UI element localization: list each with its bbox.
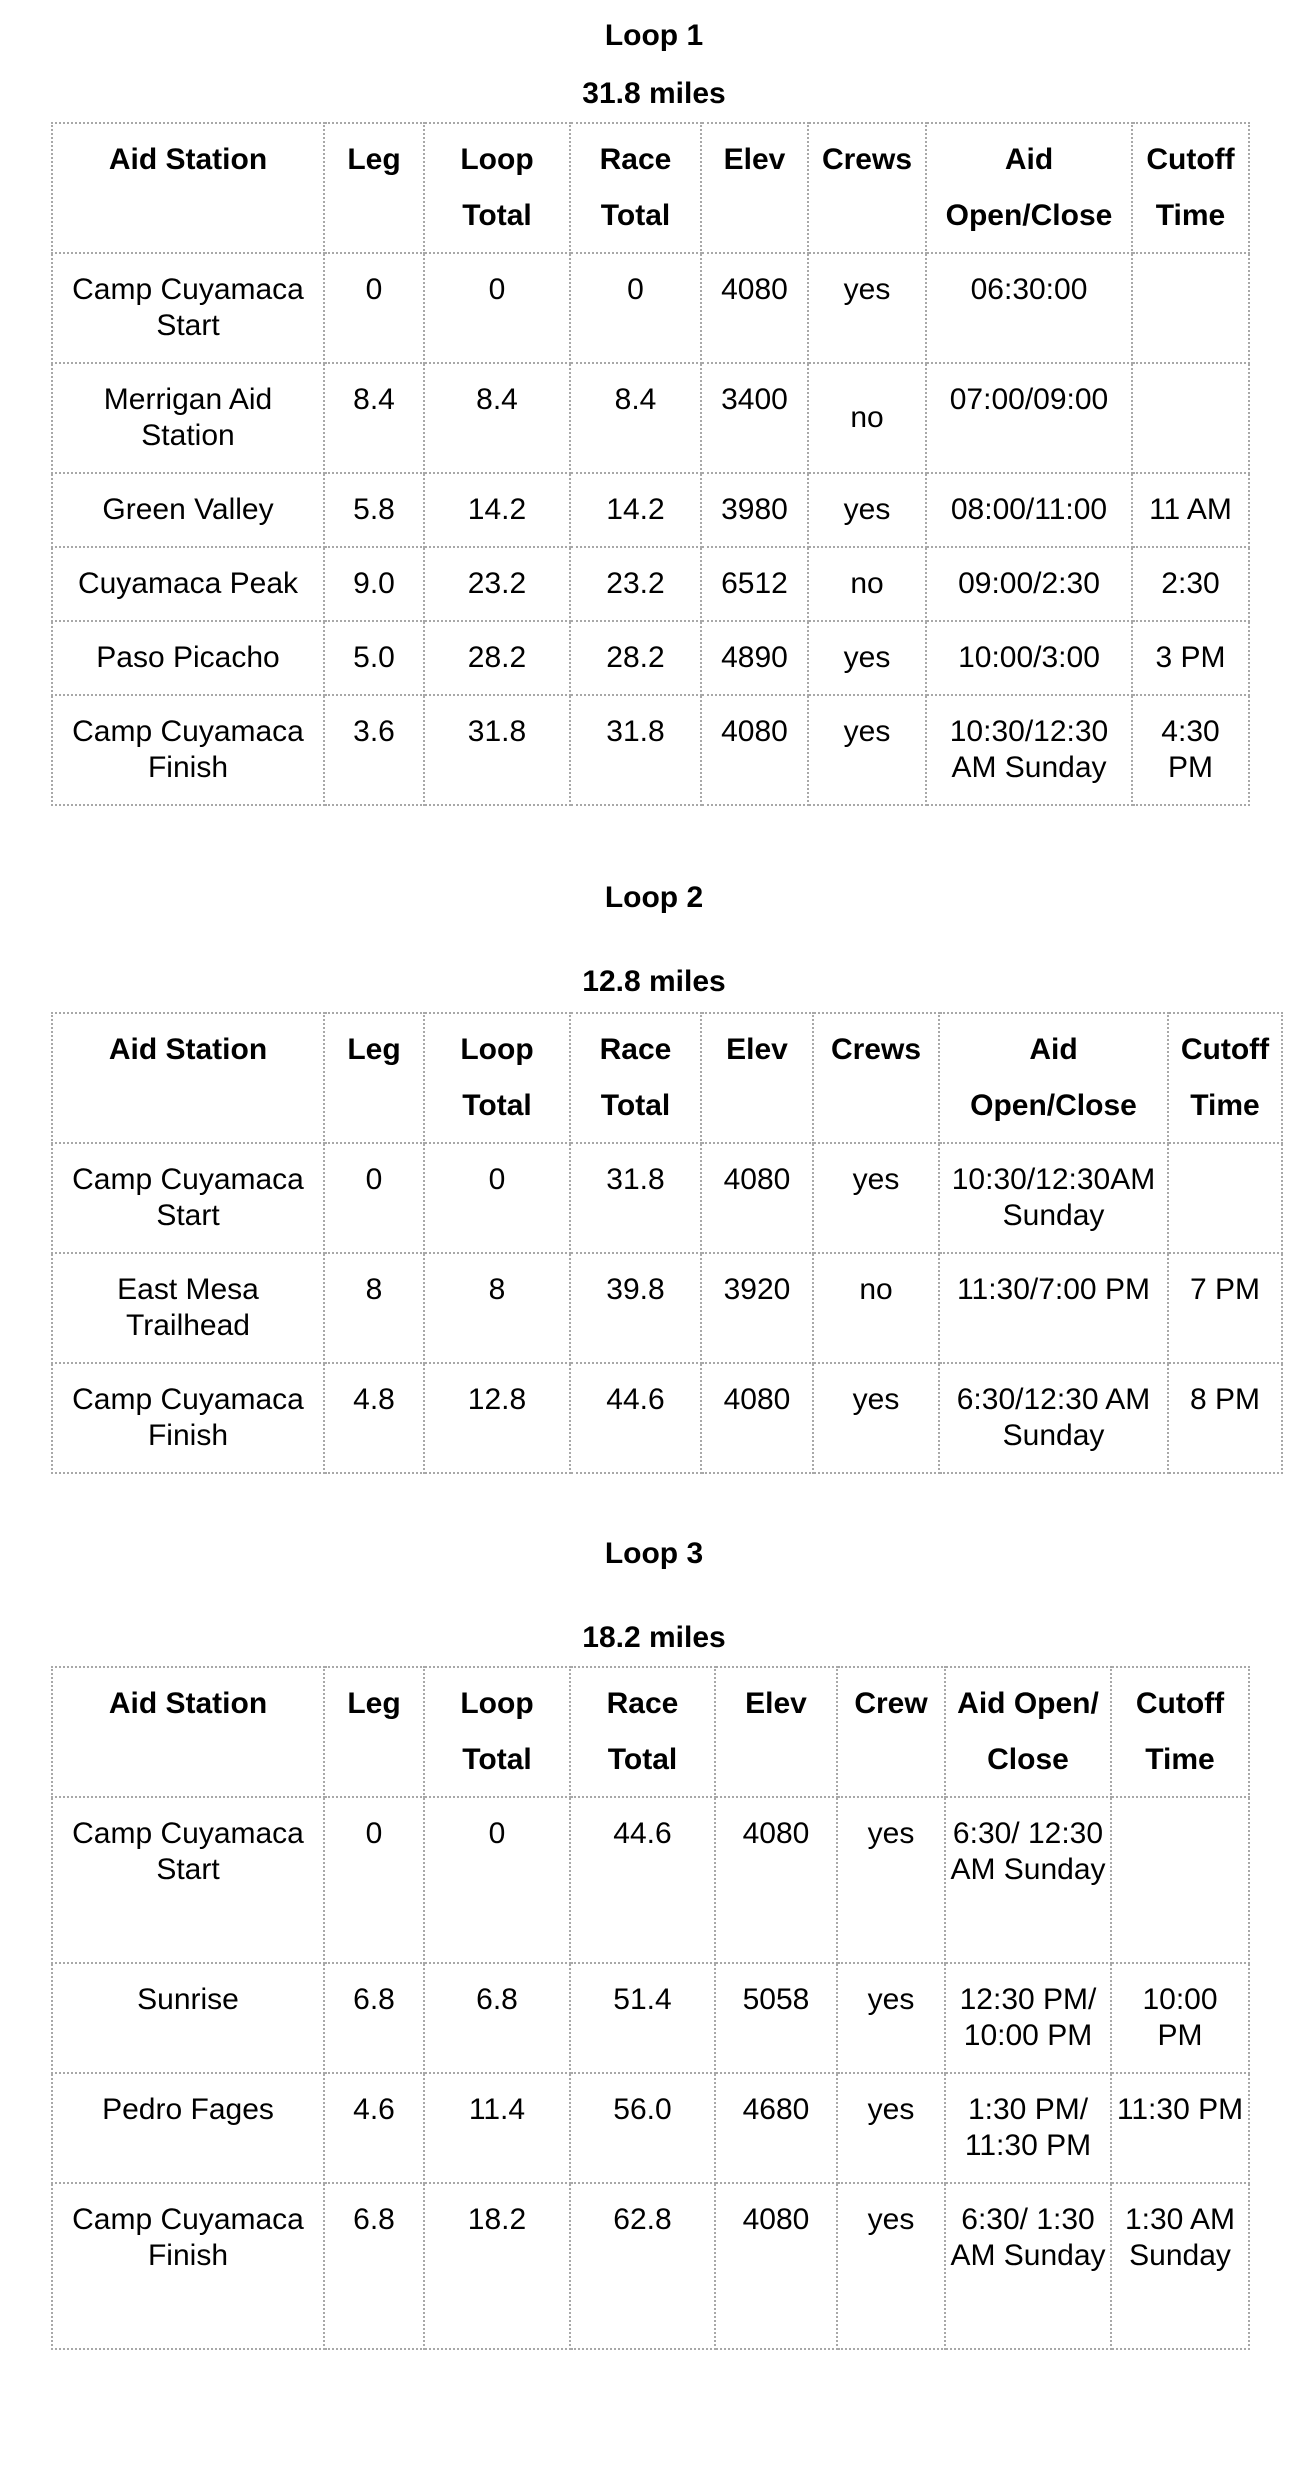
aid-open-close-cell: 07:00/09:00 — [926, 363, 1132, 473]
aid-station-cell: Camp Cuyamaca Start — [52, 1797, 324, 1963]
table-row — [52, 695, 1249, 805]
column-header: Cutoff Time — [1168, 1013, 1282, 1143]
table-header-row — [52, 1667, 1249, 1797]
column-header: Race Total — [570, 123, 701, 253]
race-total-cell: 39.8 — [570, 1253, 701, 1363]
leg-cell: 3.6 — [324, 695, 424, 805]
crews-cell: yes — [808, 473, 926, 547]
elev-cell: 4080 — [701, 1363, 813, 1473]
crews-cell: no — [813, 1253, 939, 1363]
loop-total-cell: 8.4 — [424, 363, 570, 473]
race-total-cell: 51.4 — [570, 1963, 715, 2073]
column-header: Aid Open/ Close — [945, 1667, 1111, 1797]
aid-station-cell: Paso Picacho — [52, 621, 324, 695]
crews-cell: no — [808, 547, 926, 621]
leg-cell: 8.4 — [324, 363, 424, 473]
column-header: Crew — [837, 1667, 945, 1797]
column-header: Race Total — [570, 1013, 701, 1143]
loop-total-cell: 0 — [424, 253, 570, 363]
aid-station-cell: Pedro Fages — [52, 2073, 324, 2183]
race-total-cell: 62.8 — [570, 2183, 715, 2349]
cutoff-time-cell: 7 PM — [1168, 1253, 1282, 1363]
column-header: Aid Station — [52, 1013, 324, 1143]
race-total-cell: 8.4 — [570, 363, 701, 473]
column-header: Cutoff Time — [1111, 1667, 1249, 1797]
elev-cell: 4080 — [715, 1797, 837, 1963]
column-header: Elev — [715, 1667, 837, 1797]
table-row — [52, 253, 1249, 363]
race-total-cell: 31.8 — [570, 1143, 701, 1253]
column-header: Aid Open/Close — [939, 1013, 1168, 1143]
cutoff-time-cell: 11 AM — [1132, 473, 1249, 547]
loop-total-cell: 18.2 — [424, 2183, 570, 2349]
race-total-cell: 0 — [570, 253, 701, 363]
elev-cell: 3980 — [701, 473, 808, 547]
crews-cell: yes — [837, 1797, 945, 1963]
leg-cell: 6.8 — [324, 2183, 424, 2349]
crews-cell: yes — [813, 1363, 939, 1473]
race-total-cell: 44.6 — [570, 1797, 715, 1963]
crews-cell: yes — [808, 253, 926, 363]
cutoff-time-cell — [1111, 1797, 1249, 1963]
leg-cell: 5.0 — [324, 621, 424, 695]
aid-station-cell: Sunrise — [52, 1963, 324, 2073]
crews-cell: yes — [808, 621, 926, 695]
aid-station-cell: Camp Cuyamaca Finish — [52, 2183, 324, 2349]
crews-cell: yes — [837, 1963, 945, 2073]
column-header: Crews — [808, 123, 926, 253]
loop-3-table — [51, 1666, 1250, 2350]
loop-3-title: Loop 3 — [604, 1537, 704, 1570]
aid-open-close-cell: 12:30 PM/ 10:00 PM — [945, 1963, 1111, 2073]
leg-cell: 4.6 — [324, 2073, 424, 2183]
column-header: Loop Total — [424, 123, 570, 253]
loop-2-title: Loop 2 — [604, 881, 704, 914]
aid-open-close-cell: 06:30:00 — [926, 253, 1132, 363]
table-row — [52, 363, 1249, 473]
elev-cell: 6512 — [701, 547, 808, 621]
loop-total-cell: 11.4 — [424, 2073, 570, 2183]
race-total-cell: 14.2 — [570, 473, 701, 547]
loop-1-title: Loop 1 — [604, 19, 704, 52]
aid-station-cell: Camp Cuyamaca Start — [52, 253, 324, 363]
column-header: Elev — [701, 123, 808, 253]
aid-open-close-cell: 6:30/12:30 AM Sunday — [939, 1363, 1168, 1473]
table-row — [52, 1143, 1282, 1253]
column-header: Leg — [324, 123, 424, 253]
leg-cell: 6.8 — [324, 1963, 424, 2073]
column-header: Aid Station — [52, 1667, 324, 1797]
elev-cell: 4080 — [701, 695, 808, 805]
table-row — [52, 2073, 1249, 2183]
cutoff-time-cell: 3 PM — [1132, 621, 1249, 695]
elev-cell: 4080 — [715, 2183, 837, 2349]
aid-station-cell: Camp Cuyamaca Start — [52, 1143, 324, 1253]
race-total-cell: 23.2 — [570, 547, 701, 621]
table-row — [52, 547, 1249, 621]
leg-cell: 9.0 — [324, 547, 424, 621]
elev-cell: 5058 — [715, 1963, 837, 2073]
elev-cell: 4080 — [701, 253, 808, 363]
crews-cell: yes — [808, 695, 926, 805]
crews-cell: yes — [837, 2073, 945, 2183]
aid-station-cell: Cuyamaca Peak — [52, 547, 324, 621]
column-header: Aid Station — [52, 123, 324, 253]
column-header: Aid Open/Close — [926, 123, 1132, 253]
race-total-cell: 28.2 — [570, 621, 701, 695]
elev-cell: 3920 — [701, 1253, 813, 1363]
cutoff-time-cell — [1132, 363, 1249, 473]
leg-cell: 8 — [324, 1253, 424, 1363]
table-row — [52, 1253, 1282, 1363]
loop-total-cell: 6.8 — [424, 1963, 570, 2073]
leg-cell: 0 — [324, 1143, 424, 1253]
loop-total-cell: 28.2 — [424, 621, 570, 695]
elev-cell: 3400 — [701, 363, 808, 473]
aid-open-close-cell: 1:30 PM/ 11:30 PM — [945, 2073, 1111, 2183]
loop-1-table — [51, 122, 1250, 806]
aid-station-cell: East Mesa Trailhead — [52, 1253, 324, 1363]
aid-station-cell: Camp Cuyamaca Finish — [52, 1363, 324, 1473]
loop-total-cell: 12.8 — [424, 1363, 570, 1473]
aid-open-close-cell: 09:00/2:30 — [926, 547, 1132, 621]
aid-open-close-cell: 10:00/3:00 — [926, 621, 1132, 695]
cutoff-time-cell: 2:30 — [1132, 547, 1249, 621]
aid-open-close-cell: 6:30/ 1:30 AM Sunday — [945, 2183, 1111, 2349]
race-total-cell: 56.0 — [570, 2073, 715, 2183]
loop-total-cell: 0 — [424, 1797, 570, 1963]
aid-open-close-cell: 10:30/12:30 AM Sunday — [926, 695, 1132, 805]
loop-total-cell: 8 — [424, 1253, 570, 1363]
crews-cell: no — [808, 363, 926, 473]
table-header-row — [52, 123, 1249, 253]
loop-2-distance: 12.8 miles — [582, 965, 726, 998]
loop-2-table — [51, 1012, 1283, 1474]
aid-open-close-cell: 11:30/7:00 PM — [939, 1253, 1168, 1363]
cutoff-time-cell: 10:00 PM — [1111, 1963, 1249, 2073]
loop-total-cell: 14.2 — [424, 473, 570, 547]
race-total-cell: 31.8 — [570, 695, 701, 805]
table-row — [52, 2183, 1249, 2349]
elev-cell: 4080 — [701, 1143, 813, 1253]
cutoff-time-cell: 8 PM — [1168, 1363, 1282, 1473]
table-row — [52, 1963, 1249, 2073]
table-row — [52, 621, 1249, 695]
race-total-cell: 44.6 — [570, 1363, 701, 1473]
leg-cell: 0 — [324, 1797, 424, 1963]
elev-cell: 4680 — [715, 2073, 837, 2183]
column-header: Cutoff Time — [1132, 123, 1249, 253]
column-header: Race Total — [570, 1667, 715, 1797]
leg-cell: 4.8 — [324, 1363, 424, 1473]
cutoff-time-cell: 4:30 PM — [1132, 695, 1249, 805]
cutoff-time-cell: 1:30 AM Sunday — [1111, 2183, 1249, 2349]
aid-station-cell: Camp Cuyamaca Finish — [52, 695, 324, 805]
table-row — [52, 473, 1249, 547]
column-header: Loop Total — [424, 1013, 570, 1143]
elev-cell: 4890 — [701, 621, 808, 695]
cutoff-time-cell: 11:30 PM — [1111, 2073, 1249, 2183]
leg-cell: 0 — [324, 253, 424, 363]
loop-total-cell: 0 — [424, 1143, 570, 1253]
leg-cell: 5.8 — [324, 473, 424, 547]
loop-3-distance: 18.2 miles — [582, 1621, 726, 1654]
aid-open-close-cell: 6:30/ 12:30 AM Sunday — [945, 1797, 1111, 1963]
column-header: Elev — [701, 1013, 813, 1143]
column-header: Leg — [324, 1013, 424, 1143]
loop-total-cell: 31.8 — [424, 695, 570, 805]
crews-cell: yes — [813, 1143, 939, 1253]
crews-cell: yes — [837, 2183, 945, 2349]
aid-open-close-cell: 10:30/12:30AM Sunday — [939, 1143, 1168, 1253]
column-header: Crews — [813, 1013, 939, 1143]
loop-1-distance: 31.8 miles — [582, 77, 726, 110]
cutoff-time-cell — [1168, 1143, 1282, 1253]
aid-station-cell: Merrigan Aid Station — [52, 363, 324, 473]
table-header-row — [52, 1013, 1282, 1143]
cutoff-time-cell — [1132, 253, 1249, 363]
table-row — [52, 1797, 1249, 1963]
aid-open-close-cell: 08:00/11:00 — [926, 473, 1132, 547]
loop-total-cell: 23.2 — [424, 547, 570, 621]
aid-station-cell: Green Valley — [52, 473, 324, 547]
column-header: Leg — [324, 1667, 424, 1797]
table-row — [52, 1363, 1282, 1473]
column-header: Loop Total — [424, 1667, 570, 1797]
